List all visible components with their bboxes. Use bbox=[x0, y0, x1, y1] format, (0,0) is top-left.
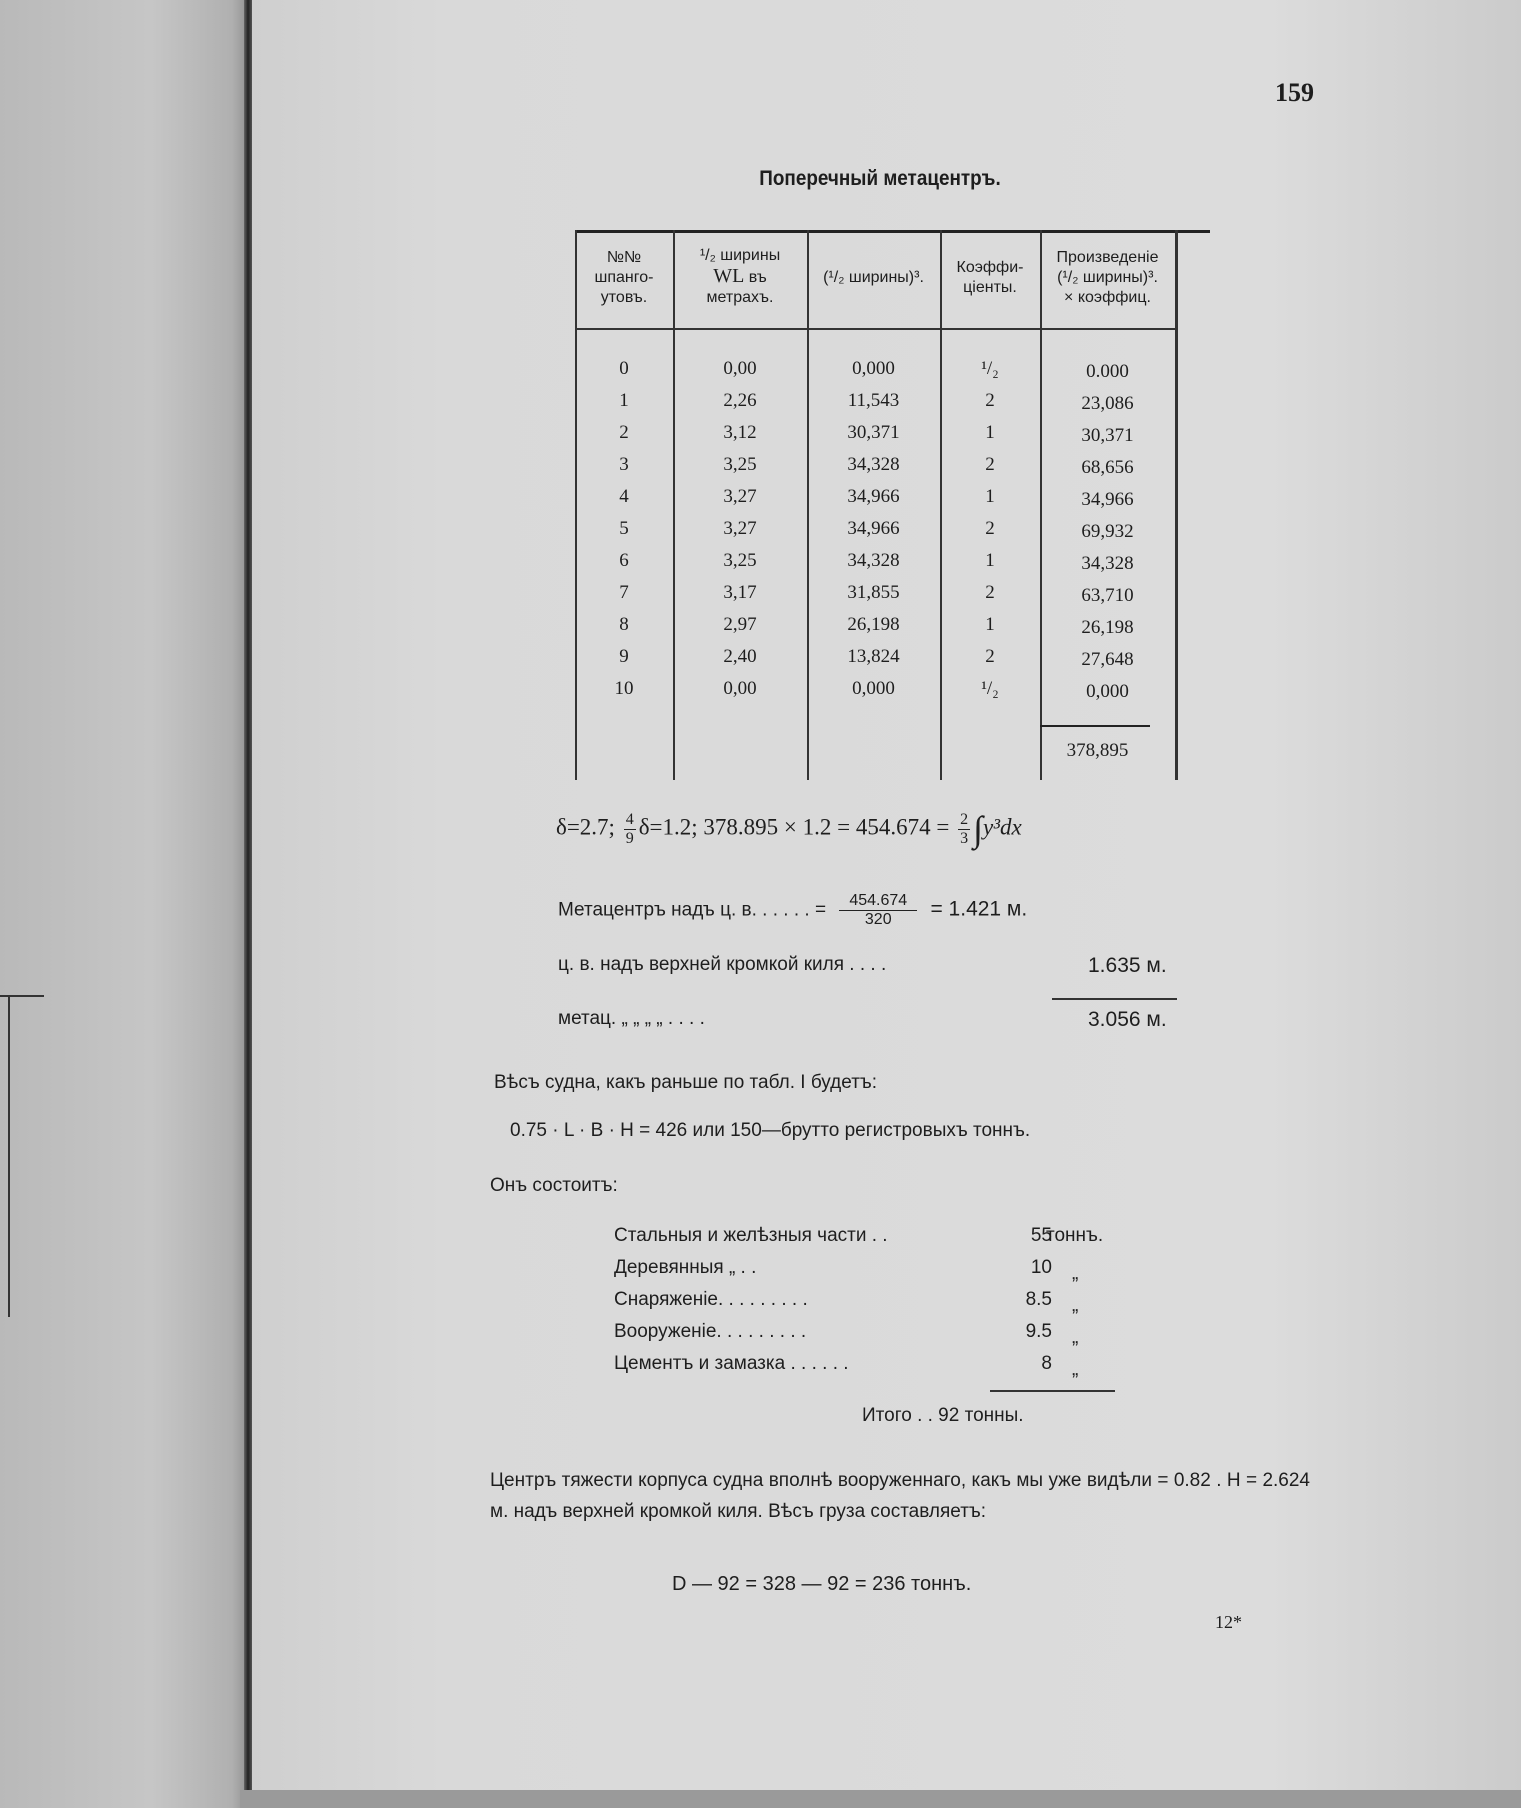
metacentre-line: метац. „ „ „ „ . . . . bbox=[558, 1008, 705, 1029]
table-cell: 1 bbox=[619, 390, 629, 411]
page-number: 159 bbox=[1275, 78, 1314, 107]
facing-page-rule-vertical bbox=[8, 997, 10, 1317]
component-unit: „ bbox=[1072, 1327, 1079, 1348]
table-cell: 9 bbox=[619, 646, 629, 667]
component-value: 9.5 bbox=[1025, 1321, 1052, 1342]
table-cell: 8 bbox=[619, 614, 629, 635]
fraction: $\frac{4}{9}$ bbox=[625, 810, 634, 847]
table-cell: 34,328 bbox=[847, 454, 900, 475]
table-cell: 3,27 bbox=[723, 518, 757, 539]
table-top-rule bbox=[575, 230, 1210, 233]
component-label: Стальныя и желѣзныя части . . bbox=[614, 1225, 888, 1246]
table-cell: 1 bbox=[985, 486, 995, 507]
table-cell: 23,086 bbox=[1081, 393, 1134, 414]
metacentre-value: 1.635 м. bbox=[1088, 954, 1167, 977]
table-header-cell: Коэффи- ціенты. bbox=[956, 259, 1024, 296]
table-cell: 5 bbox=[619, 518, 629, 539]
component-label: Цементъ и замазка . . . . . . bbox=[614, 1353, 849, 1374]
table-cell: 2 bbox=[985, 582, 995, 603]
table-cell: 3,17 bbox=[723, 582, 757, 603]
table-cell: 26,198 bbox=[1081, 617, 1134, 638]
metacentre-line: Метацентръ надъ ц. в. . . . . . = $\frac{454.674}{320}$ = 1.421 м. bbox=[558, 892, 1028, 928]
table-header-cell: (¹/₂ ширины)³. bbox=[823, 269, 924, 286]
table-cell: 30,371 bbox=[1081, 425, 1134, 446]
table-cell: 2,40 bbox=[723, 646, 757, 667]
facing-page bbox=[0, 0, 252, 1808]
metacentre-table bbox=[575, 230, 1210, 780]
table-cell: 2,97 bbox=[723, 614, 757, 635]
section-title: Поперечный метацентръ. bbox=[759, 167, 1001, 190]
table-cell: 26,198 bbox=[847, 614, 900, 635]
table-cell: ¹/₂ bbox=[981, 678, 999, 699]
table-cell: 2 bbox=[985, 646, 995, 667]
component-label: Вооруженіе. . . . . . . . . bbox=[614, 1321, 807, 1342]
table-cell: 0,000 bbox=[1086, 681, 1129, 702]
table-cell: 2,26 bbox=[723, 390, 757, 411]
table-cell: 3 bbox=[619, 454, 629, 475]
table-cell: 27,648 bbox=[1081, 649, 1134, 670]
table-cell: 3,25 bbox=[723, 550, 757, 571]
table-header-cell: №№ шпанго- утовъ. bbox=[594, 249, 654, 306]
component-value: 8 bbox=[1041, 1353, 1052, 1374]
table-sum-rule bbox=[1040, 725, 1150, 727]
table-cell: 1 bbox=[985, 614, 995, 635]
component-unit: „ bbox=[1072, 1295, 1079, 1316]
table-cell: 0,00 bbox=[723, 358, 757, 379]
fraction: $\frac{2}{3}$ bbox=[960, 810, 969, 847]
table-cell: 31,855 bbox=[847, 582, 900, 603]
table-cell: 68,656 bbox=[1081, 457, 1134, 478]
component-value: 55 bbox=[1030, 1225, 1052, 1246]
table-cell: 0,000 bbox=[852, 678, 895, 699]
formula-part: y³dx bbox=[982, 814, 1022, 840]
table-cell: ¹/₂ bbox=[981, 358, 999, 379]
table-cell: 3,25 bbox=[723, 454, 757, 475]
table-header-cell: ¹/₂ ширины WL въ метрахъ. bbox=[699, 247, 781, 306]
table-cell: 0.000 bbox=[1086, 361, 1129, 382]
table-cell: 34,328 bbox=[1081, 553, 1134, 574]
book-spine bbox=[244, 0, 252, 1808]
weight-intro: Вѣсъ судна, какъ раньше по табл. I будетъ: bbox=[494, 1072, 878, 1093]
page-bottom-edge bbox=[240, 1790, 1521, 1808]
table-cell: 13,824 bbox=[847, 646, 900, 667]
table-cell: 7 bbox=[619, 582, 629, 603]
table-cell: 2 bbox=[985, 390, 995, 411]
table-cell: 6 bbox=[619, 550, 629, 571]
facing-page-rule bbox=[0, 995, 44, 997]
sum-rule bbox=[990, 1390, 1115, 1392]
component-unit: тоннъ. bbox=[1046, 1225, 1104, 1246]
table-cell: 0,000 bbox=[852, 358, 895, 379]
table-cell: 0,00 bbox=[723, 678, 757, 699]
table-cell: 34,966 bbox=[847, 518, 900, 539]
table-cell: 2 bbox=[985, 518, 995, 539]
components-total: Итого . . 92 тонны. bbox=[862, 1405, 1024, 1426]
table-cell: 1 bbox=[985, 422, 995, 443]
final-formula: D — 92 = 328 — 92 = 236 тоннъ. bbox=[672, 1573, 972, 1595]
weight-formula: 0.75 · L · B · H = 426 или 150—брутто регистровыхъ тоннъ. bbox=[510, 1120, 1031, 1141]
consists-label: Онъ состоитъ: bbox=[490, 1175, 618, 1196]
sum-rule bbox=[1052, 998, 1177, 1000]
metacentre-line: ц. в. надъ верхней кромкой киля . . . . bbox=[558, 954, 887, 975]
component-unit: „ bbox=[1072, 1359, 1079, 1380]
table-cell: 2 bbox=[619, 422, 629, 443]
table-cell: 34,966 bbox=[1081, 489, 1134, 510]
table-cell: 69,932 bbox=[1081, 521, 1134, 542]
table-cell: 0 bbox=[619, 358, 629, 379]
table-header-rule bbox=[575, 328, 1175, 330]
table-header-cell: Произведеніе (¹/₂ ширины)³. × коэффиц. bbox=[1056, 249, 1159, 306]
table-cell: 3,27 bbox=[723, 486, 757, 507]
formula-part: δ=1.2; 378.895 × 1.2 = 454.674 = bbox=[638, 814, 950, 840]
component-label: Деревянныя „ . . bbox=[614, 1257, 757, 1278]
integral-sign: ∫ bbox=[973, 809, 983, 849]
table-cell: 10 bbox=[614, 678, 634, 699]
table-cell: 34,966 bbox=[847, 486, 900, 507]
table-total: 378,895 bbox=[1066, 740, 1129, 761]
formula-part: δ=2.7; bbox=[556, 814, 615, 840]
integral-formula bbox=[556, 808, 1022, 850]
table-cell: 1 bbox=[985, 550, 995, 571]
table-cell: 63,710 bbox=[1081, 585, 1134, 606]
table-cell: 34,328 bbox=[847, 550, 900, 571]
table-cell: 30,371 bbox=[847, 422, 900, 443]
component-unit: „ bbox=[1072, 1263, 1079, 1284]
table-cell: 3,12 bbox=[723, 422, 757, 443]
table-cell: 11,543 bbox=[847, 390, 900, 411]
paragraph: Центръ тяжести корпуса судна вполнѣ вооруженнаго, какъ мы уже видѣли = 0.82 . H = 2.624 м. надъ верхней кромкой киля. Вѣсъ груза составляетъ: bbox=[490, 1470, 1310, 1522]
table-cell: 2 bbox=[985, 454, 995, 475]
table-column-rule bbox=[1175, 230, 1178, 780]
metacentre-value: 3.056 м. bbox=[1088, 1008, 1167, 1031]
component-value: 10 bbox=[1030, 1257, 1052, 1278]
table-cell: 4 bbox=[619, 486, 629, 507]
component-label: Снаряженіе. . . . . . . . . bbox=[614, 1289, 808, 1310]
component-value: 8.5 bbox=[1025, 1289, 1052, 1310]
signature-mark: 12* bbox=[1215, 1612, 1242, 1632]
